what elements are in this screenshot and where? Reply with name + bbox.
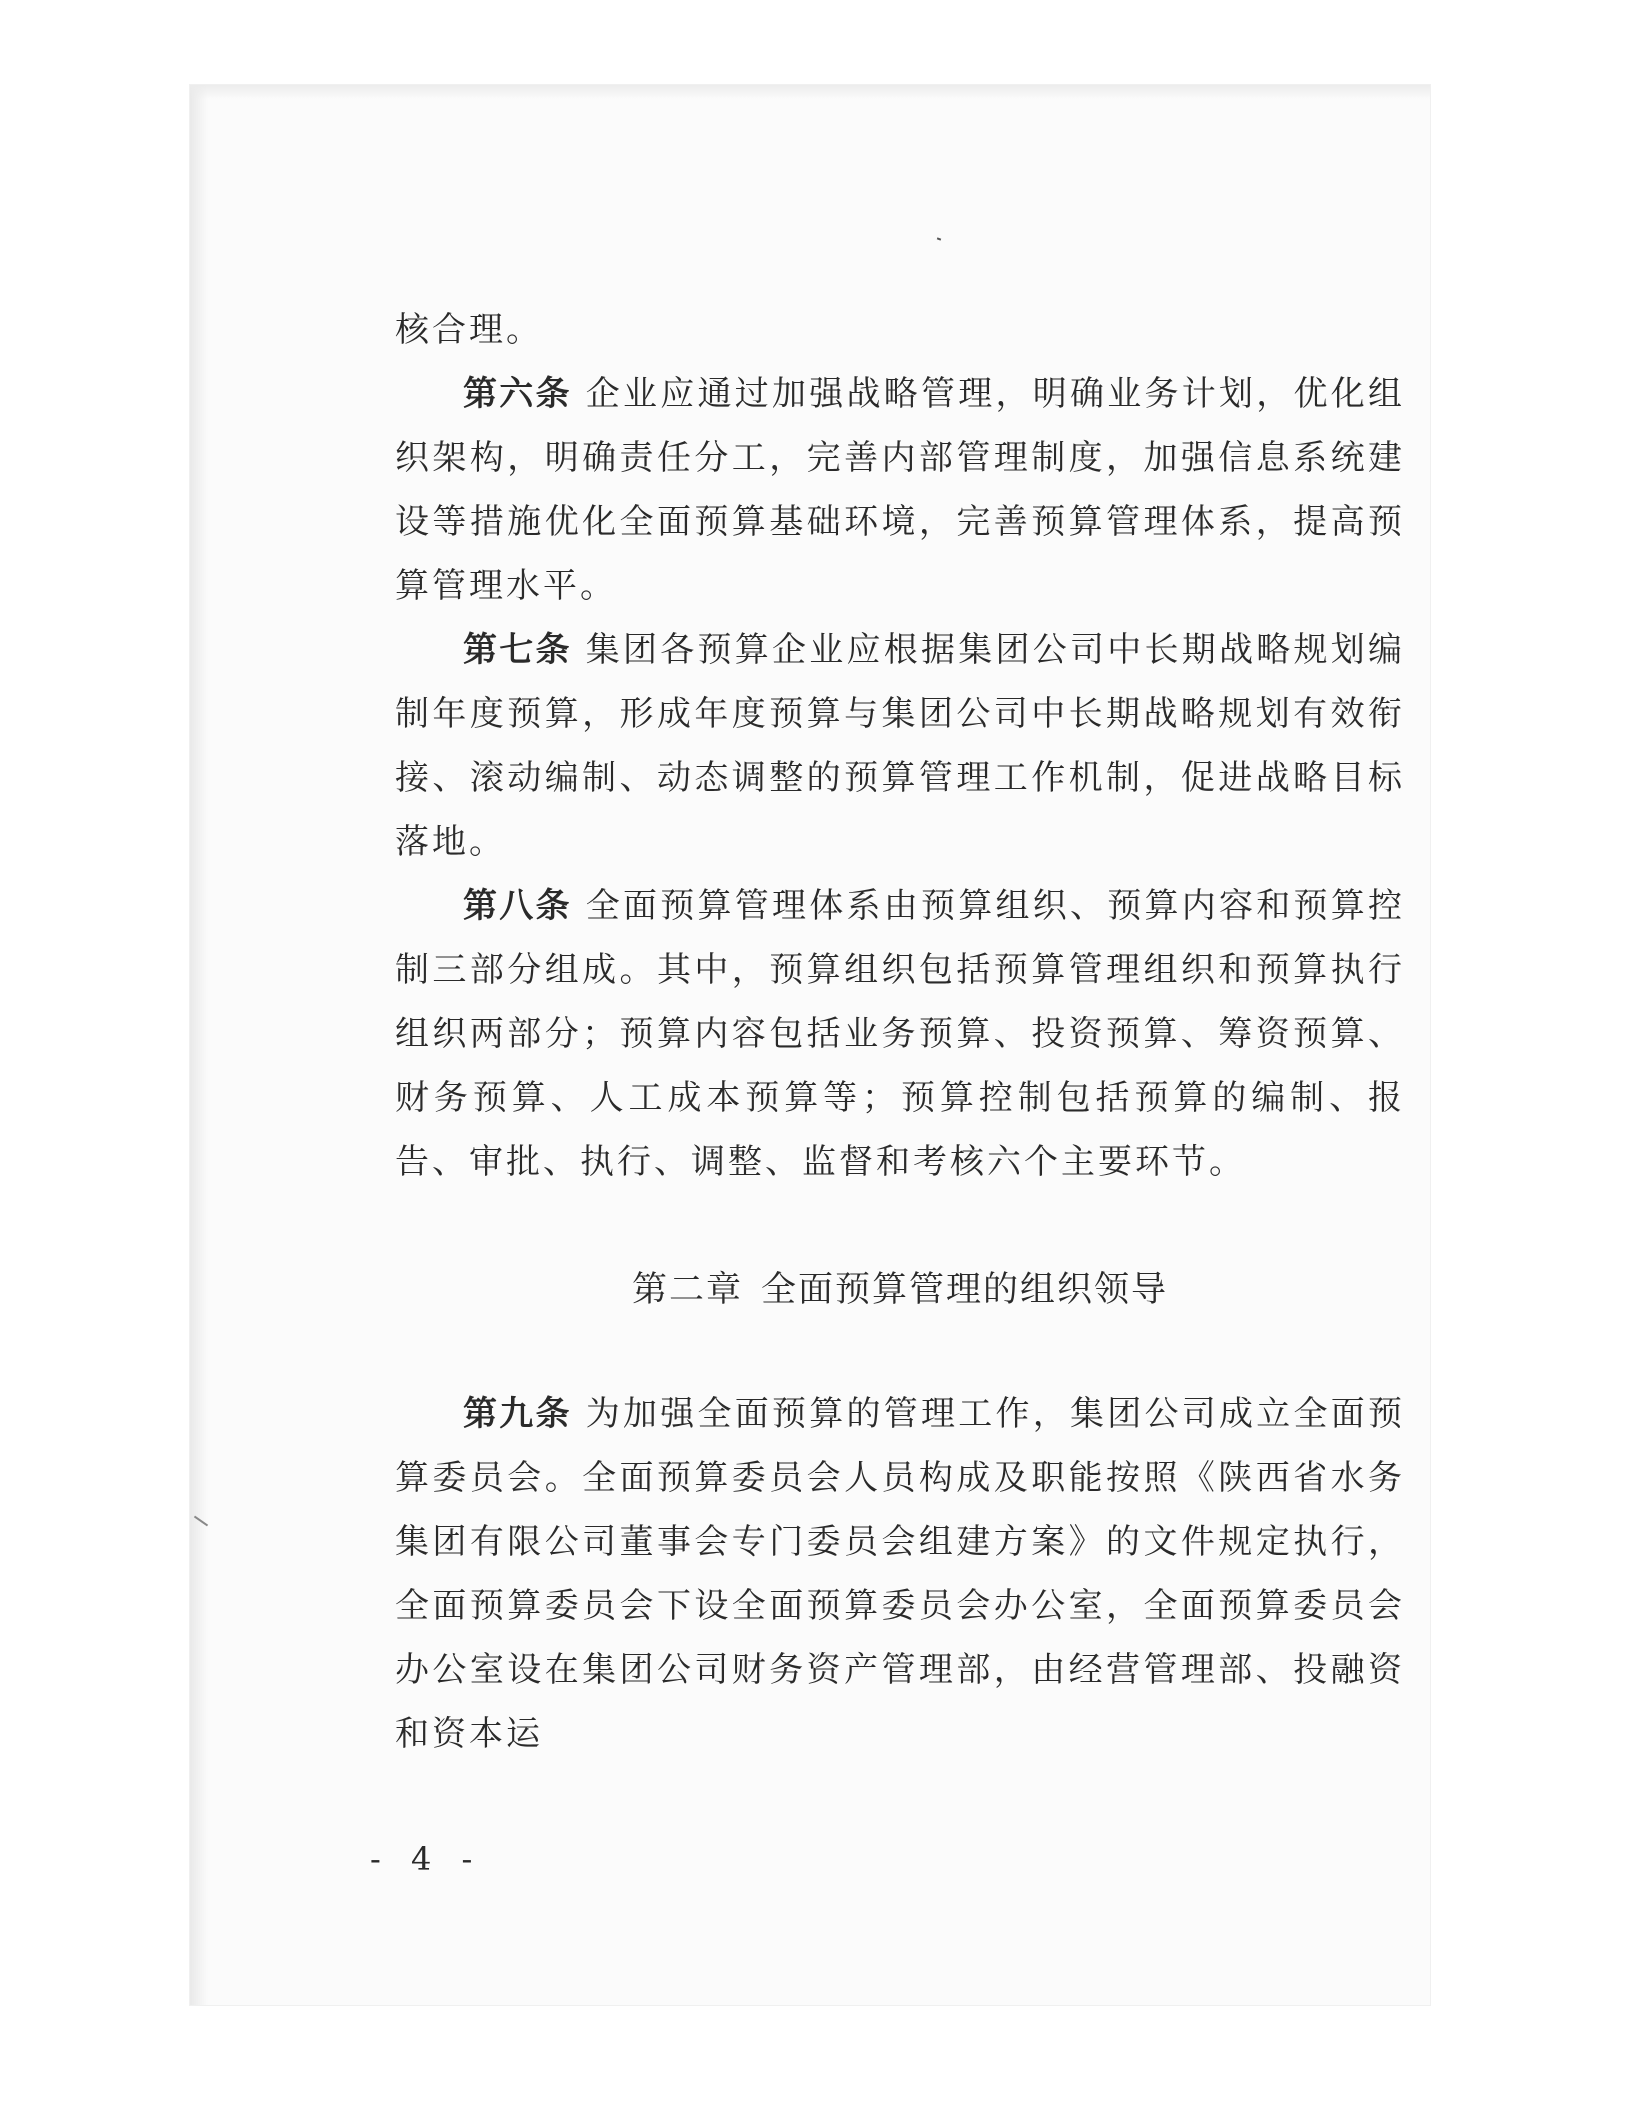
article-text: 全面预算管理体系由预算组织、预算内容和预算控制三部分组成。其中，预算组织包括预算管理组织和预算执行组织两部分；预算内容包括业务预算、投资预算、筹资预算、财务预算、人工成本预算等；预算控制包括预算的编制、报告、审批、执行、调整、监督和考核六个主要环节。 [395,886,1405,1182]
chapter-number: 第二章 [631,1270,743,1310]
paragraph-text: 核合理。 [395,310,543,350]
article-text: 为加强全面预算的管理工作，集团公司成立全面预算委员会。全面预算委员会人员构成及职能按照《陕西省水务集团有限公司董事会专门委员会组建方案》的文件规定执行，全面预算委员会下设全面预算委员会办公室，全面预算委员会办公室设在集团公司财务资产管理部，由经营管理部、投融资和资本运 [395,1394,1405,1754]
page-shadow-top [190,85,1430,99]
paragraph-continuation [395,298,1405,362]
page-number: - 4 - [370,1840,483,1878]
article-text: 集团各预算企业应根据集团公司中长期战略规划编制年度预算，形成年度预算与集团公司中长期战略规划有效衔接、滚动编制、动态调整的预算管理工作机制，促进战略目标落地。 [395,630,1405,862]
article-heading: 第八条 [463,886,572,926]
chapter-heading [395,1258,1405,1322]
article-text: 企业应通过加强战略管理，明确业务计划，优化组织架构，明确责任分工，完善内部管理制度，加强信息系统建设等措施优化全面预算基础环境，完善预算管理体系，提高预算管理水平。 [395,374,1405,606]
article-7 [395,618,1405,874]
article-heading: 第九条 [463,1394,572,1434]
article-heading: 第六条 [463,374,572,414]
article-6 [395,362,1405,618]
document-body [395,298,1405,1766]
page-shadow-left [190,85,208,2005]
article-heading: 第七条 [463,630,572,670]
article-8 [395,874,1405,1194]
chapter-title: 全面预算管理的组织领导 [761,1270,1169,1310]
article-9 [395,1382,1405,1766]
